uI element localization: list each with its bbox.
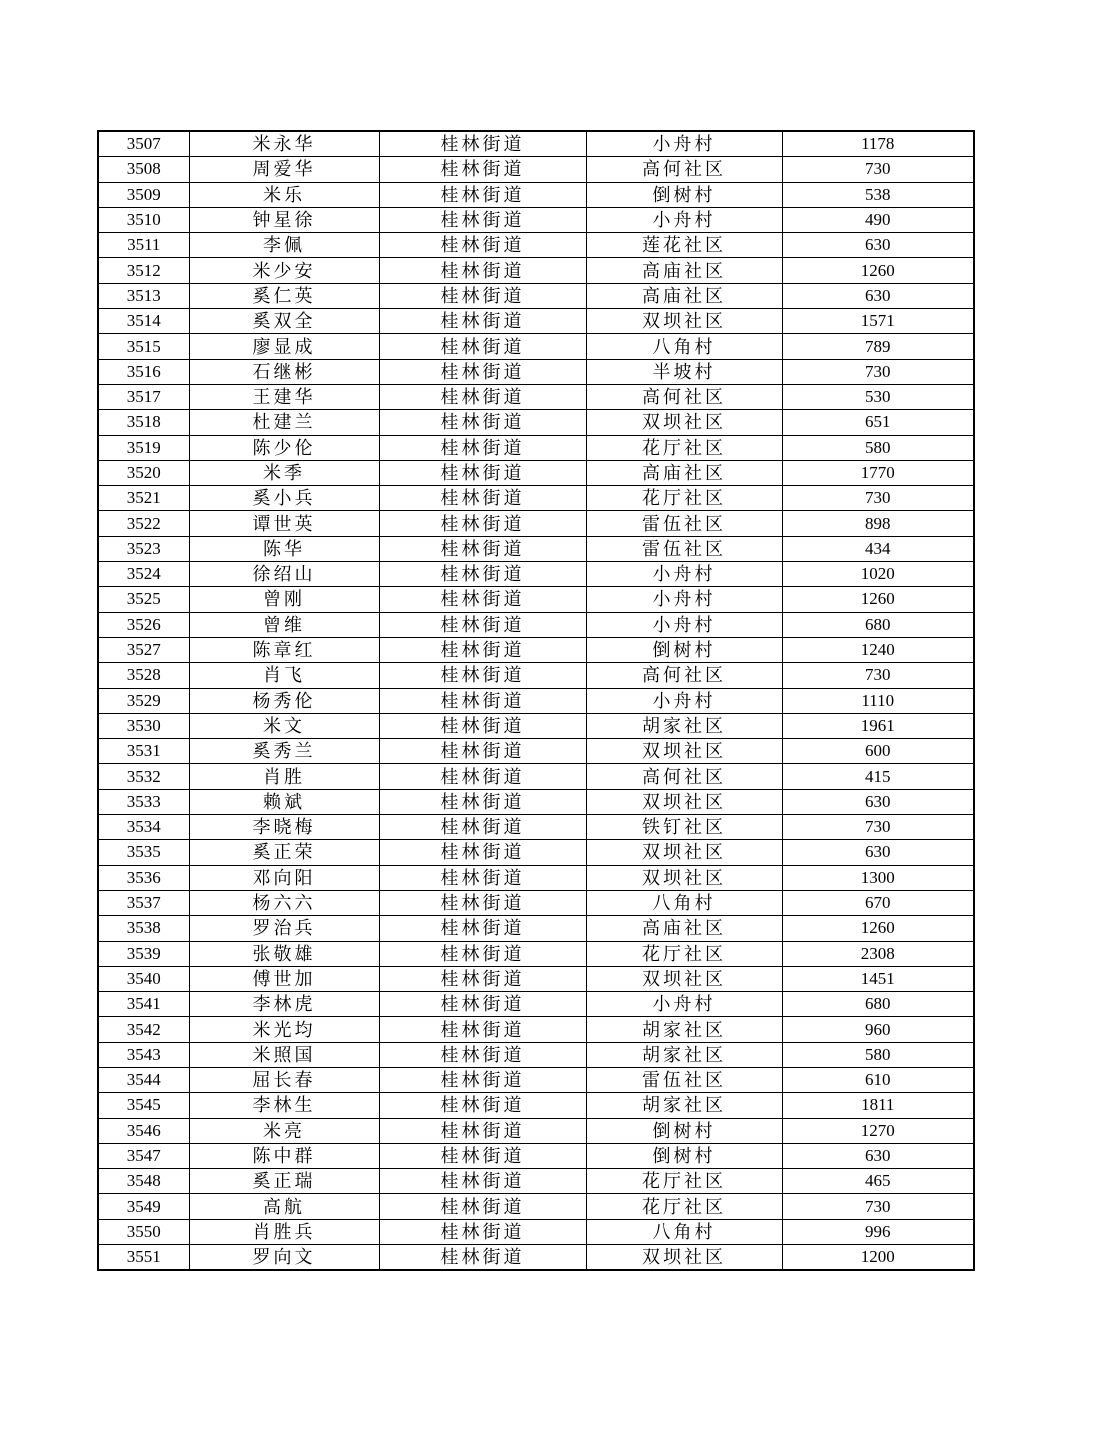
street-cell: 桂林街道 bbox=[379, 511, 586, 536]
row-number-cell: 3543 bbox=[98, 1042, 189, 1067]
row-number-cell: 3510 bbox=[98, 207, 189, 232]
community-cell: 雷伍社区 bbox=[586, 1067, 782, 1092]
row-number-cell: 3507 bbox=[98, 131, 189, 157]
row-number-cell: 3517 bbox=[98, 384, 189, 409]
community-cell: 胡家社区 bbox=[586, 713, 782, 738]
table-row bbox=[98, 536, 974, 561]
amount-cell: 610 bbox=[782, 1067, 974, 1092]
street-cell: 桂林街道 bbox=[379, 865, 586, 890]
table-row bbox=[98, 840, 974, 865]
community-cell: 莲花社区 bbox=[586, 233, 782, 258]
street-cell: 桂林街道 bbox=[379, 562, 586, 587]
table-row bbox=[98, 384, 974, 409]
table-row bbox=[98, 1017, 974, 1042]
row-number-cell: 3529 bbox=[98, 688, 189, 713]
amount-cell: 1300 bbox=[782, 865, 974, 890]
street-cell: 桂林街道 bbox=[379, 157, 586, 182]
amount-cell: 1451 bbox=[782, 966, 974, 991]
community-cell: 花厅社区 bbox=[586, 941, 782, 966]
community-cell: 半坡村 bbox=[586, 359, 782, 384]
amount-cell: 530 bbox=[782, 384, 974, 409]
street-cell: 桂林街道 bbox=[379, 384, 586, 409]
amount-cell: 630 bbox=[782, 233, 974, 258]
community-cell: 倒树村 bbox=[586, 1143, 782, 1168]
amount-cell: 730 bbox=[782, 815, 974, 840]
community-cell: 双坝社区 bbox=[586, 789, 782, 814]
name-cell: 米永华 bbox=[189, 131, 379, 157]
name-cell: 罗治兵 bbox=[189, 916, 379, 941]
community-cell: 小舟村 bbox=[586, 207, 782, 232]
community-cell: 高何社区 bbox=[586, 663, 782, 688]
name-cell: 肖飞 bbox=[189, 663, 379, 688]
row-number-cell: 3512 bbox=[98, 258, 189, 283]
row-number-cell: 3534 bbox=[98, 815, 189, 840]
amount-cell: 680 bbox=[782, 992, 974, 1017]
community-cell: 倒树村 bbox=[586, 182, 782, 207]
row-number-cell: 3544 bbox=[98, 1067, 189, 1092]
community-cell: 小舟村 bbox=[586, 562, 782, 587]
name-cell: 周爱华 bbox=[189, 157, 379, 182]
row-number-cell: 3535 bbox=[98, 840, 189, 865]
amount-cell: 1571 bbox=[782, 309, 974, 334]
row-number-cell: 3539 bbox=[98, 941, 189, 966]
community-cell: 花厅社区 bbox=[586, 1169, 782, 1194]
amount-cell: 670 bbox=[782, 890, 974, 915]
street-cell: 桂林街道 bbox=[379, 359, 586, 384]
street-cell: 桂林街道 bbox=[379, 283, 586, 308]
amount-cell: 465 bbox=[782, 1169, 974, 1194]
name-cell: 奚仁英 bbox=[189, 283, 379, 308]
community-cell: 八角村 bbox=[586, 334, 782, 359]
table-row bbox=[98, 637, 974, 662]
name-cell: 李佩 bbox=[189, 233, 379, 258]
table-row bbox=[98, 1245, 974, 1271]
table-row bbox=[98, 941, 974, 966]
amount-cell: 1200 bbox=[782, 1245, 974, 1271]
row-number-cell: 3540 bbox=[98, 966, 189, 991]
row-number-cell: 3530 bbox=[98, 713, 189, 738]
amount-cell: 898 bbox=[782, 511, 974, 536]
table-row bbox=[98, 486, 974, 511]
table-row bbox=[98, 1194, 974, 1219]
street-cell: 桂林街道 bbox=[379, 713, 586, 738]
community-cell: 双坝社区 bbox=[586, 840, 782, 865]
name-cell: 杨秀伦 bbox=[189, 688, 379, 713]
table-row bbox=[98, 992, 974, 1017]
amount-cell: 1770 bbox=[782, 460, 974, 485]
community-cell: 雷伍社区 bbox=[586, 536, 782, 561]
table-row bbox=[98, 663, 974, 688]
row-number-cell: 3513 bbox=[98, 283, 189, 308]
table-row bbox=[98, 207, 974, 232]
name-cell: 徐绍山 bbox=[189, 562, 379, 587]
name-cell: 米亮 bbox=[189, 1118, 379, 1143]
street-cell: 桂林街道 bbox=[379, 1118, 586, 1143]
amount-cell: 960 bbox=[782, 1017, 974, 1042]
street-cell: 桂林街道 bbox=[379, 688, 586, 713]
amount-cell: 1178 bbox=[782, 131, 974, 157]
community-cell: 雷伍社区 bbox=[586, 511, 782, 536]
row-number-cell: 3527 bbox=[98, 637, 189, 662]
community-cell: 双坝社区 bbox=[586, 309, 782, 334]
street-cell: 桂林街道 bbox=[379, 637, 586, 662]
community-cell: 胡家社区 bbox=[586, 1093, 782, 1118]
name-cell: 米光均 bbox=[189, 1017, 379, 1042]
row-number-cell: 3549 bbox=[98, 1194, 189, 1219]
row-number-cell: 3526 bbox=[98, 612, 189, 637]
community-cell: 高何社区 bbox=[586, 384, 782, 409]
amount-cell: 630 bbox=[782, 283, 974, 308]
amount-cell: 630 bbox=[782, 840, 974, 865]
row-number-cell: 3515 bbox=[98, 334, 189, 359]
amount-cell: 730 bbox=[782, 1194, 974, 1219]
table-row bbox=[98, 1042, 974, 1067]
amount-cell: 600 bbox=[782, 739, 974, 764]
table-row bbox=[98, 410, 974, 435]
street-cell: 桂林街道 bbox=[379, 966, 586, 991]
name-cell: 米照国 bbox=[189, 1042, 379, 1067]
table-row bbox=[98, 258, 974, 283]
amount-cell: 434 bbox=[782, 536, 974, 561]
community-cell: 胡家社区 bbox=[586, 1017, 782, 1042]
name-cell: 张敬雄 bbox=[189, 941, 379, 966]
name-cell: 奚双全 bbox=[189, 309, 379, 334]
name-cell: 米少安 bbox=[189, 258, 379, 283]
amount-cell: 630 bbox=[782, 789, 974, 814]
table-row bbox=[98, 334, 974, 359]
amount-cell: 1961 bbox=[782, 713, 974, 738]
street-cell: 桂林街道 bbox=[379, 941, 586, 966]
row-number-cell: 3523 bbox=[98, 536, 189, 561]
table-row bbox=[98, 1093, 974, 1118]
amount-cell: 1020 bbox=[782, 562, 974, 587]
street-cell: 桂林街道 bbox=[379, 815, 586, 840]
table-row bbox=[98, 435, 974, 460]
table-row bbox=[98, 157, 974, 182]
name-cell: 肖胜 bbox=[189, 764, 379, 789]
table-row bbox=[98, 789, 974, 814]
street-cell: 桂林街道 bbox=[379, 1194, 586, 1219]
street-cell: 桂林街道 bbox=[379, 1017, 586, 1042]
name-cell: 李林虎 bbox=[189, 992, 379, 1017]
street-cell: 桂林街道 bbox=[379, 233, 586, 258]
table-row bbox=[98, 688, 974, 713]
amount-cell: 1270 bbox=[782, 1118, 974, 1143]
name-cell: 钟星徐 bbox=[189, 207, 379, 232]
table-row bbox=[98, 713, 974, 738]
amount-cell: 1811 bbox=[782, 1093, 974, 1118]
street-cell: 桂林街道 bbox=[379, 739, 586, 764]
community-cell: 双坝社区 bbox=[586, 865, 782, 890]
name-cell: 李林生 bbox=[189, 1093, 379, 1118]
row-number-cell: 3509 bbox=[98, 182, 189, 207]
name-cell: 罗向文 bbox=[189, 1245, 379, 1271]
amount-cell: 730 bbox=[782, 663, 974, 688]
table-row bbox=[98, 233, 974, 258]
amount-cell: 730 bbox=[782, 157, 974, 182]
row-number-cell: 3537 bbox=[98, 890, 189, 915]
table-row bbox=[98, 1219, 974, 1244]
street-cell: 桂林街道 bbox=[379, 207, 586, 232]
name-cell: 肖胜兵 bbox=[189, 1219, 379, 1244]
community-cell: 小舟村 bbox=[586, 612, 782, 637]
street-cell: 桂林街道 bbox=[379, 789, 586, 814]
row-number-cell: 3532 bbox=[98, 764, 189, 789]
row-number-cell: 3536 bbox=[98, 865, 189, 890]
street-cell: 桂林街道 bbox=[379, 460, 586, 485]
community-cell: 八角村 bbox=[586, 1219, 782, 1244]
table-row bbox=[98, 966, 974, 991]
name-cell: 谭世英 bbox=[189, 511, 379, 536]
community-cell: 双坝社区 bbox=[586, 410, 782, 435]
table-body bbox=[98, 131, 974, 1270]
street-cell: 桂林街道 bbox=[379, 536, 586, 561]
name-cell: 李晓梅 bbox=[189, 815, 379, 840]
amount-cell: 789 bbox=[782, 334, 974, 359]
name-cell: 米季 bbox=[189, 460, 379, 485]
community-cell: 高何社区 bbox=[586, 764, 782, 789]
table-row bbox=[98, 1118, 974, 1143]
amount-cell: 651 bbox=[782, 410, 974, 435]
table-row bbox=[98, 764, 974, 789]
row-number-cell: 3522 bbox=[98, 511, 189, 536]
community-cell: 小舟村 bbox=[586, 992, 782, 1017]
name-cell: 陈华 bbox=[189, 536, 379, 561]
row-number-cell: 3541 bbox=[98, 992, 189, 1017]
community-cell: 高何社区 bbox=[586, 157, 782, 182]
community-cell: 双坝社区 bbox=[586, 1245, 782, 1271]
table-row bbox=[98, 865, 974, 890]
amount-cell: 580 bbox=[782, 1042, 974, 1067]
row-number-cell: 3525 bbox=[98, 587, 189, 612]
table-row bbox=[98, 562, 974, 587]
amount-cell: 1260 bbox=[782, 258, 974, 283]
community-cell: 花厅社区 bbox=[586, 1194, 782, 1219]
community-cell: 铁钉社区 bbox=[586, 815, 782, 840]
table-row bbox=[98, 1143, 974, 1168]
row-number-cell: 3548 bbox=[98, 1169, 189, 1194]
amount-cell: 1110 bbox=[782, 688, 974, 713]
row-number-cell: 3516 bbox=[98, 359, 189, 384]
amount-cell: 490 bbox=[782, 207, 974, 232]
data-table bbox=[97, 130, 975, 1271]
table-row bbox=[98, 1067, 974, 1092]
name-cell: 陈中群 bbox=[189, 1143, 379, 1168]
community-cell: 高庙社区 bbox=[586, 916, 782, 941]
name-cell: 高航 bbox=[189, 1194, 379, 1219]
name-cell: 曾刚 bbox=[189, 587, 379, 612]
community-cell: 小舟村 bbox=[586, 587, 782, 612]
name-cell: 屈长春 bbox=[189, 1067, 379, 1092]
street-cell: 桂林街道 bbox=[379, 334, 586, 359]
street-cell: 桂林街道 bbox=[379, 258, 586, 283]
name-cell: 傅世加 bbox=[189, 966, 379, 991]
row-number-cell: 3538 bbox=[98, 916, 189, 941]
amount-cell: 415 bbox=[782, 764, 974, 789]
name-cell: 奚正荣 bbox=[189, 840, 379, 865]
amount-cell: 680 bbox=[782, 612, 974, 637]
row-number-cell: 3511 bbox=[98, 233, 189, 258]
table-row bbox=[98, 359, 974, 384]
community-cell: 高庙社区 bbox=[586, 283, 782, 308]
table-row bbox=[98, 182, 974, 207]
row-number-cell: 3551 bbox=[98, 1245, 189, 1271]
row-number-cell: 3542 bbox=[98, 1017, 189, 1042]
table-row bbox=[98, 131, 974, 157]
community-cell: 花厅社区 bbox=[586, 486, 782, 511]
name-cell: 石继彬 bbox=[189, 359, 379, 384]
table-row bbox=[98, 283, 974, 308]
name-cell: 王建华 bbox=[189, 384, 379, 409]
name-cell: 廖显成 bbox=[189, 334, 379, 359]
row-number-cell: 3508 bbox=[98, 157, 189, 182]
community-cell: 倒树村 bbox=[586, 637, 782, 662]
row-number-cell: 3519 bbox=[98, 435, 189, 460]
name-cell: 陈少伦 bbox=[189, 435, 379, 460]
street-cell: 桂林街道 bbox=[379, 916, 586, 941]
community-cell: 八角村 bbox=[586, 890, 782, 915]
row-number-cell: 3514 bbox=[98, 309, 189, 334]
street-cell: 桂林街道 bbox=[379, 1067, 586, 1092]
amount-cell: 996 bbox=[782, 1219, 974, 1244]
name-cell: 杨六六 bbox=[189, 890, 379, 915]
name-cell: 曾维 bbox=[189, 612, 379, 637]
name-cell: 米文 bbox=[189, 713, 379, 738]
amount-cell: 730 bbox=[782, 359, 974, 384]
street-cell: 桂林街道 bbox=[379, 587, 586, 612]
name-cell: 陈章红 bbox=[189, 637, 379, 662]
row-number-cell: 3528 bbox=[98, 663, 189, 688]
street-cell: 桂林街道 bbox=[379, 764, 586, 789]
amount-cell: 1260 bbox=[782, 916, 974, 941]
table-row bbox=[98, 460, 974, 485]
street-cell: 桂林街道 bbox=[379, 486, 586, 511]
name-cell: 米乐 bbox=[189, 182, 379, 207]
amount-cell: 580 bbox=[782, 435, 974, 460]
community-cell: 倒树村 bbox=[586, 1118, 782, 1143]
community-cell: 双坝社区 bbox=[586, 966, 782, 991]
amount-cell: 1240 bbox=[782, 637, 974, 662]
community-cell: 双坝社区 bbox=[586, 739, 782, 764]
amount-cell: 1260 bbox=[782, 587, 974, 612]
street-cell: 桂林街道 bbox=[379, 1169, 586, 1194]
street-cell: 桂林街道 bbox=[379, 840, 586, 865]
community-cell: 胡家社区 bbox=[586, 1042, 782, 1067]
community-cell: 高庙社区 bbox=[586, 460, 782, 485]
street-cell: 桂林街道 bbox=[379, 890, 586, 915]
table-row bbox=[98, 612, 974, 637]
street-cell: 桂林街道 bbox=[379, 1093, 586, 1118]
row-number-cell: 3531 bbox=[98, 739, 189, 764]
street-cell: 桂林街道 bbox=[379, 435, 586, 460]
table-row bbox=[98, 890, 974, 915]
amount-cell: 630 bbox=[782, 1143, 974, 1168]
table-row bbox=[98, 815, 974, 840]
street-cell: 桂林街道 bbox=[379, 1143, 586, 1168]
row-number-cell: 3521 bbox=[98, 486, 189, 511]
community-cell: 花厅社区 bbox=[586, 435, 782, 460]
name-cell: 邓向阳 bbox=[189, 865, 379, 890]
street-cell: 桂林街道 bbox=[379, 410, 586, 435]
row-number-cell: 3545 bbox=[98, 1093, 189, 1118]
amount-cell: 2308 bbox=[782, 941, 974, 966]
row-number-cell: 3550 bbox=[98, 1219, 189, 1244]
table-row bbox=[98, 1169, 974, 1194]
row-number-cell: 3520 bbox=[98, 460, 189, 485]
table-row bbox=[98, 587, 974, 612]
table-row bbox=[98, 739, 974, 764]
name-cell: 赖斌 bbox=[189, 789, 379, 814]
street-cell: 桂林街道 bbox=[379, 663, 586, 688]
street-cell: 桂林街道 bbox=[379, 131, 586, 157]
street-cell: 桂林街道 bbox=[379, 1245, 586, 1271]
street-cell: 桂林街道 bbox=[379, 309, 586, 334]
amount-cell: 538 bbox=[782, 182, 974, 207]
table-row bbox=[98, 309, 974, 334]
community-cell: 高庙社区 bbox=[586, 258, 782, 283]
row-number-cell: 3533 bbox=[98, 789, 189, 814]
street-cell: 桂林街道 bbox=[379, 612, 586, 637]
row-number-cell: 3546 bbox=[98, 1118, 189, 1143]
street-cell: 桂林街道 bbox=[379, 1219, 586, 1244]
row-number-cell: 3524 bbox=[98, 562, 189, 587]
community-cell: 小舟村 bbox=[586, 131, 782, 157]
name-cell: 杜建兰 bbox=[189, 410, 379, 435]
amount-cell: 730 bbox=[782, 486, 974, 511]
row-number-cell: 3518 bbox=[98, 410, 189, 435]
table-row bbox=[98, 916, 974, 941]
name-cell: 奚小兵 bbox=[189, 486, 379, 511]
street-cell: 桂林街道 bbox=[379, 1042, 586, 1067]
name-cell: 奚正瑞 bbox=[189, 1169, 379, 1194]
community-cell: 小舟村 bbox=[586, 688, 782, 713]
name-cell: 奚秀兰 bbox=[189, 739, 379, 764]
street-cell: 桂林街道 bbox=[379, 992, 586, 1017]
street-cell: 桂林街道 bbox=[379, 182, 586, 207]
table-row bbox=[98, 511, 974, 536]
row-number-cell: 3547 bbox=[98, 1143, 189, 1168]
